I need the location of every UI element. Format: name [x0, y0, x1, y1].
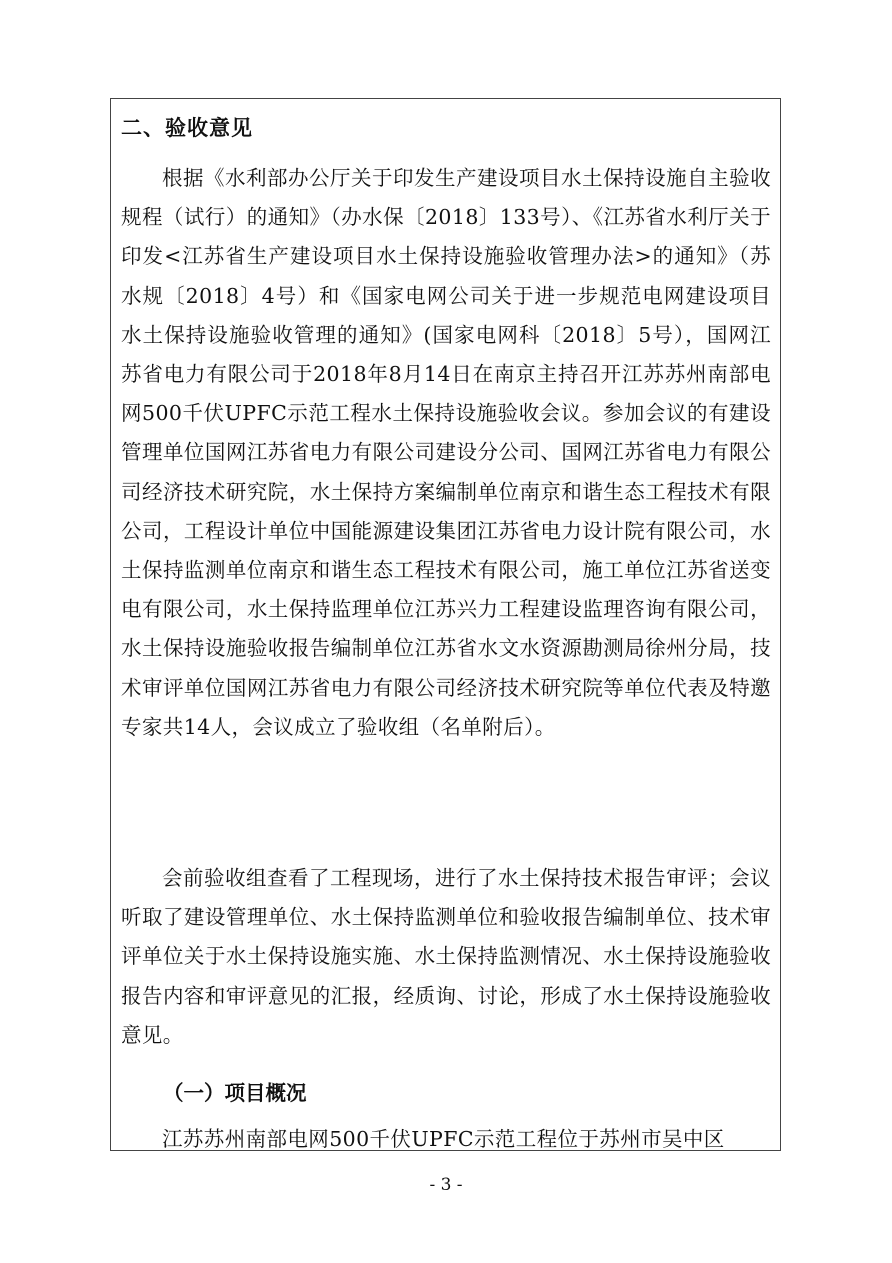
page-number: - 3 - [429, 1175, 463, 1195]
paragraph-meeting-process: 会前验收组查看了工程现场，进行了水土保持技术报告审评；会议听取了建设管理单位、水土保持监测单位和验收报告编制单位、技术审评单位关于水土保持设施实施、水土保持监测情况、水土保持设施验收报告内容和审评意见的汇报，经质询、讨论，形成了水土保持设施验收意见。 [121, 866, 771, 1047]
paragraph-basis: 根据《水利部办公厅关于印发生产建设项目水土保持设施自主验收规程（试行）的通知》（办水保〔2018〕133号）、《江苏省水利厅关于印发<江苏省生产建设项目水土保持设施验收管理办法>的通知》（苏水规〔2018〕4号）和《国家电网公司关于进一步规范电网建设项目水土保持设施验收管理的通知》(国家电网科〔2018〕5号），国网江苏省电力有限公司于2018年8月14日在南京主持召开江苏苏州南部电网500千伏UPFC示范工程水土保持设施验收会议。参加会议的有建设管理单位国网江苏省电力有限公司建设分公司、国网江苏省电力有限公司经济技术研究院，水土保持方案编制单位南京和谐生态工程技术有限公司，工程设计单位中国能源建设集团江苏省电力设计院有限公司，水土保持监测单位南京和谐生态工程技术有限公司，施工单位江苏省送变电有限公司，水土保持监理单位江苏兴力工程建设监理咨询有限公司，水土保持设施验收报告编制单位江苏省水文水资源勘测局徐州分局，技术审评单位国网江苏省电力有限公司经济技术研究院等单位代表及特邀专家共14人，会议成立了验收组（名单附后）。 [121, 166, 771, 739]
opinion-table-frame [110, 98, 781, 1151]
section-heading: 二、验收意见 [121, 116, 253, 140]
paragraph-project-overview: 江苏苏州南部电网500千伏UPFC示范工程位于苏州市吴中区 [162, 1127, 725, 1151]
subsection-heading: （一）项目概况 [163, 1081, 307, 1105]
